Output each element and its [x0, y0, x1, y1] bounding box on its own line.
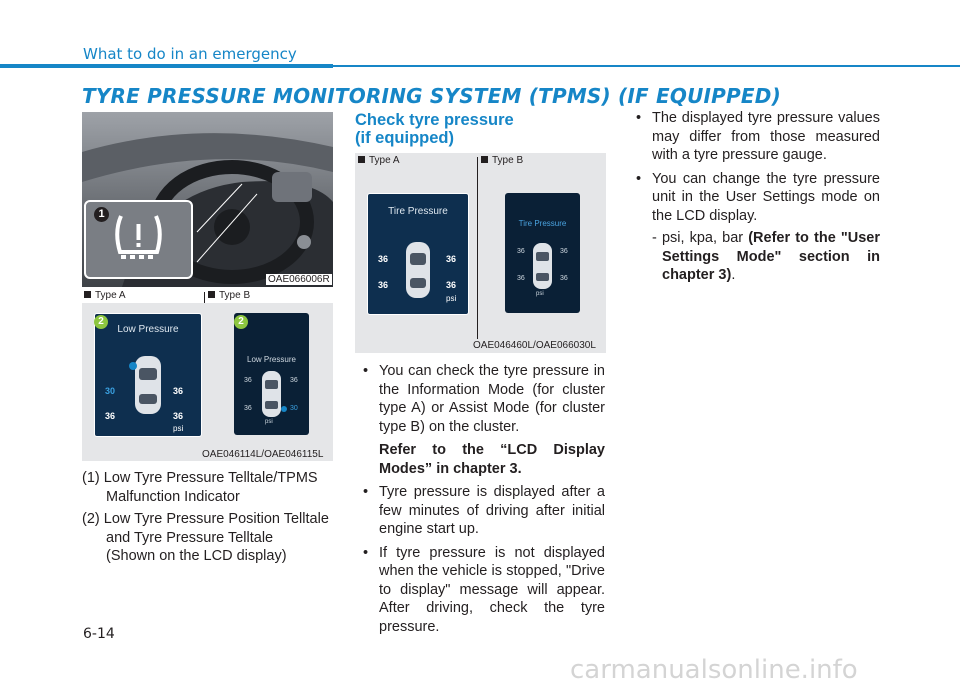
check-heading: Check tyre pressure (if equipped): [355, 111, 514, 147]
tp-rl-b: 36: [517, 275, 525, 282]
right-bullet-2: • You can change the tyre pressure unit in the User Settings mode on the LCD display. - psi, kpa, bar (Refer to the "User Settings Mode" section in chapter 3).: [636, 170, 880, 283]
header-rule-thick: [0, 64, 333, 68]
square-bullet-icon: [84, 291, 91, 298]
dashboard-figure: [82, 112, 333, 287]
tp-unit-a: psi: [446, 294, 457, 303]
tyre-rr-a: 36: [173, 411, 184, 421]
tp-rr-b: 36: [560, 275, 568, 282]
tp-rr-a: 36: [446, 280, 457, 290]
watermark: carmanualsonline.info: [570, 655, 858, 685]
square-bullet-icon: [208, 291, 215, 298]
figure2-type-a-label: Type A: [84, 290, 126, 301]
section-title: What to do in an emergency: [83, 45, 297, 63]
bullet-icon: •: [363, 484, 369, 500]
square-bullet-icon: [481, 156, 488, 163]
middle-bullet-1-ref: Refer to the “LCD Display Modes” in chapter 3.: [379, 442, 605, 477]
low-pressure-screen-a: [94, 313, 202, 437]
check-type-b-label: Type B: [481, 155, 523, 166]
marker-1: 1: [94, 207, 109, 222]
tp-fl-b: 36: [517, 248, 525, 255]
unit-a: psi: [173, 424, 184, 433]
tyre-fr-b: 36: [290, 377, 298, 384]
marker-2b: 2: [234, 315, 248, 329]
page-number: 6-14: [83, 626, 115, 642]
tp-rl-a: 36: [378, 280, 389, 290]
check-figure-code: OAE046460L/OAE066030L: [473, 340, 596, 351]
tp-fr-a: 36: [446, 254, 457, 264]
tire-pressure-screen-a: [367, 193, 469, 315]
caption-item-1: (1) Low Tyre Pressure Telltale/TPMS Malfunction Indicator: [82, 470, 318, 505]
tyre-fr-a: 36: [173, 386, 184, 396]
low-pressure-screen-b: [234, 313, 309, 435]
tp-fr-b: 36: [560, 248, 568, 255]
check-divider: [477, 157, 478, 339]
marker-2a: 2: [94, 315, 108, 329]
figure-captions: [82, 469, 334, 566]
check-type-a-label: Type A: [358, 155, 400, 166]
figure2-type-b-label: Type B: [208, 290, 250, 301]
tyre-fl-b: 36: [244, 377, 252, 384]
square-bullet-icon: [358, 156, 365, 163]
figure2-code: OAE046114L/OAE046115L: [202, 449, 324, 460]
tire-pressure-title-a: Tire Pressure: [388, 206, 448, 217]
tyre-fl-a: 30: [105, 386, 116, 396]
low-pressure-figure: [82, 303, 333, 461]
middle-bullet-2: • Tyre pressure is displayed after a few minutes of driving after initial engine start up.: [363, 484, 605, 537]
right-sub-item: - psi, kpa, bar (Refer to the "User Settings Mode" section in chapter 3).: [652, 230, 880, 283]
low-pressure-title-b: Low Pressure: [247, 355, 296, 364]
middle-bullets: [355, 362, 605, 636]
caption-item-2: (2) Low Tyre Pressure Position Telltale and Tyre Pressure Telltale (Shown on the LCD display): [82, 511, 329, 564]
low-pressure-title-a: Low Pressure: [117, 324, 179, 335]
tire-pressure-title-b: Tire Pressure: [518, 219, 567, 228]
bullet-icon: •: [636, 110, 642, 126]
tyre-rl-a: 36: [105, 411, 116, 421]
tyre-rl-b: 36: [244, 405, 252, 412]
figure1-code: OAE066006R: [268, 274, 330, 285]
tp-unit-b: psi: [536, 291, 544, 297]
header-rule-thin: [333, 65, 960, 67]
unit-b: psi: [265, 419, 273, 425]
middle-bullet-3: • If tyre pressure is not displayed when the vehicle is stopped, "Drive to display" message will appear. After driving, check the tyre pressure.: [363, 544, 605, 635]
right-bullet-1: • The displayed tyre pressure values may differ from those measured with a tyre pressure gauge.: [636, 110, 880, 163]
page-title: TYRE PRESSURE MONITORING SYSTEM (TPMS) (IF EQUIPPED): [82, 84, 781, 108]
middle-bullet-1: • You can check the tyre pressure in the Information Mode (for cluster type A) or Assist Mode (for cluster type B) on the cluster. Refer to the “LCD Display Modes” in chapter 3.: [363, 363, 605, 477]
tire-pressure-figure: [355, 153, 606, 353]
tp-fl-a: 36: [378, 254, 389, 264]
right-bullets: [628, 109, 880, 285]
bullet-icon: •: [363, 544, 369, 561]
tyre-rr-b: 30: [290, 405, 298, 412]
bullet-icon: •: [636, 170, 642, 187]
tire-pressure-screen-b: [505, 193, 580, 313]
bullet-icon: •: [363, 363, 369, 379]
